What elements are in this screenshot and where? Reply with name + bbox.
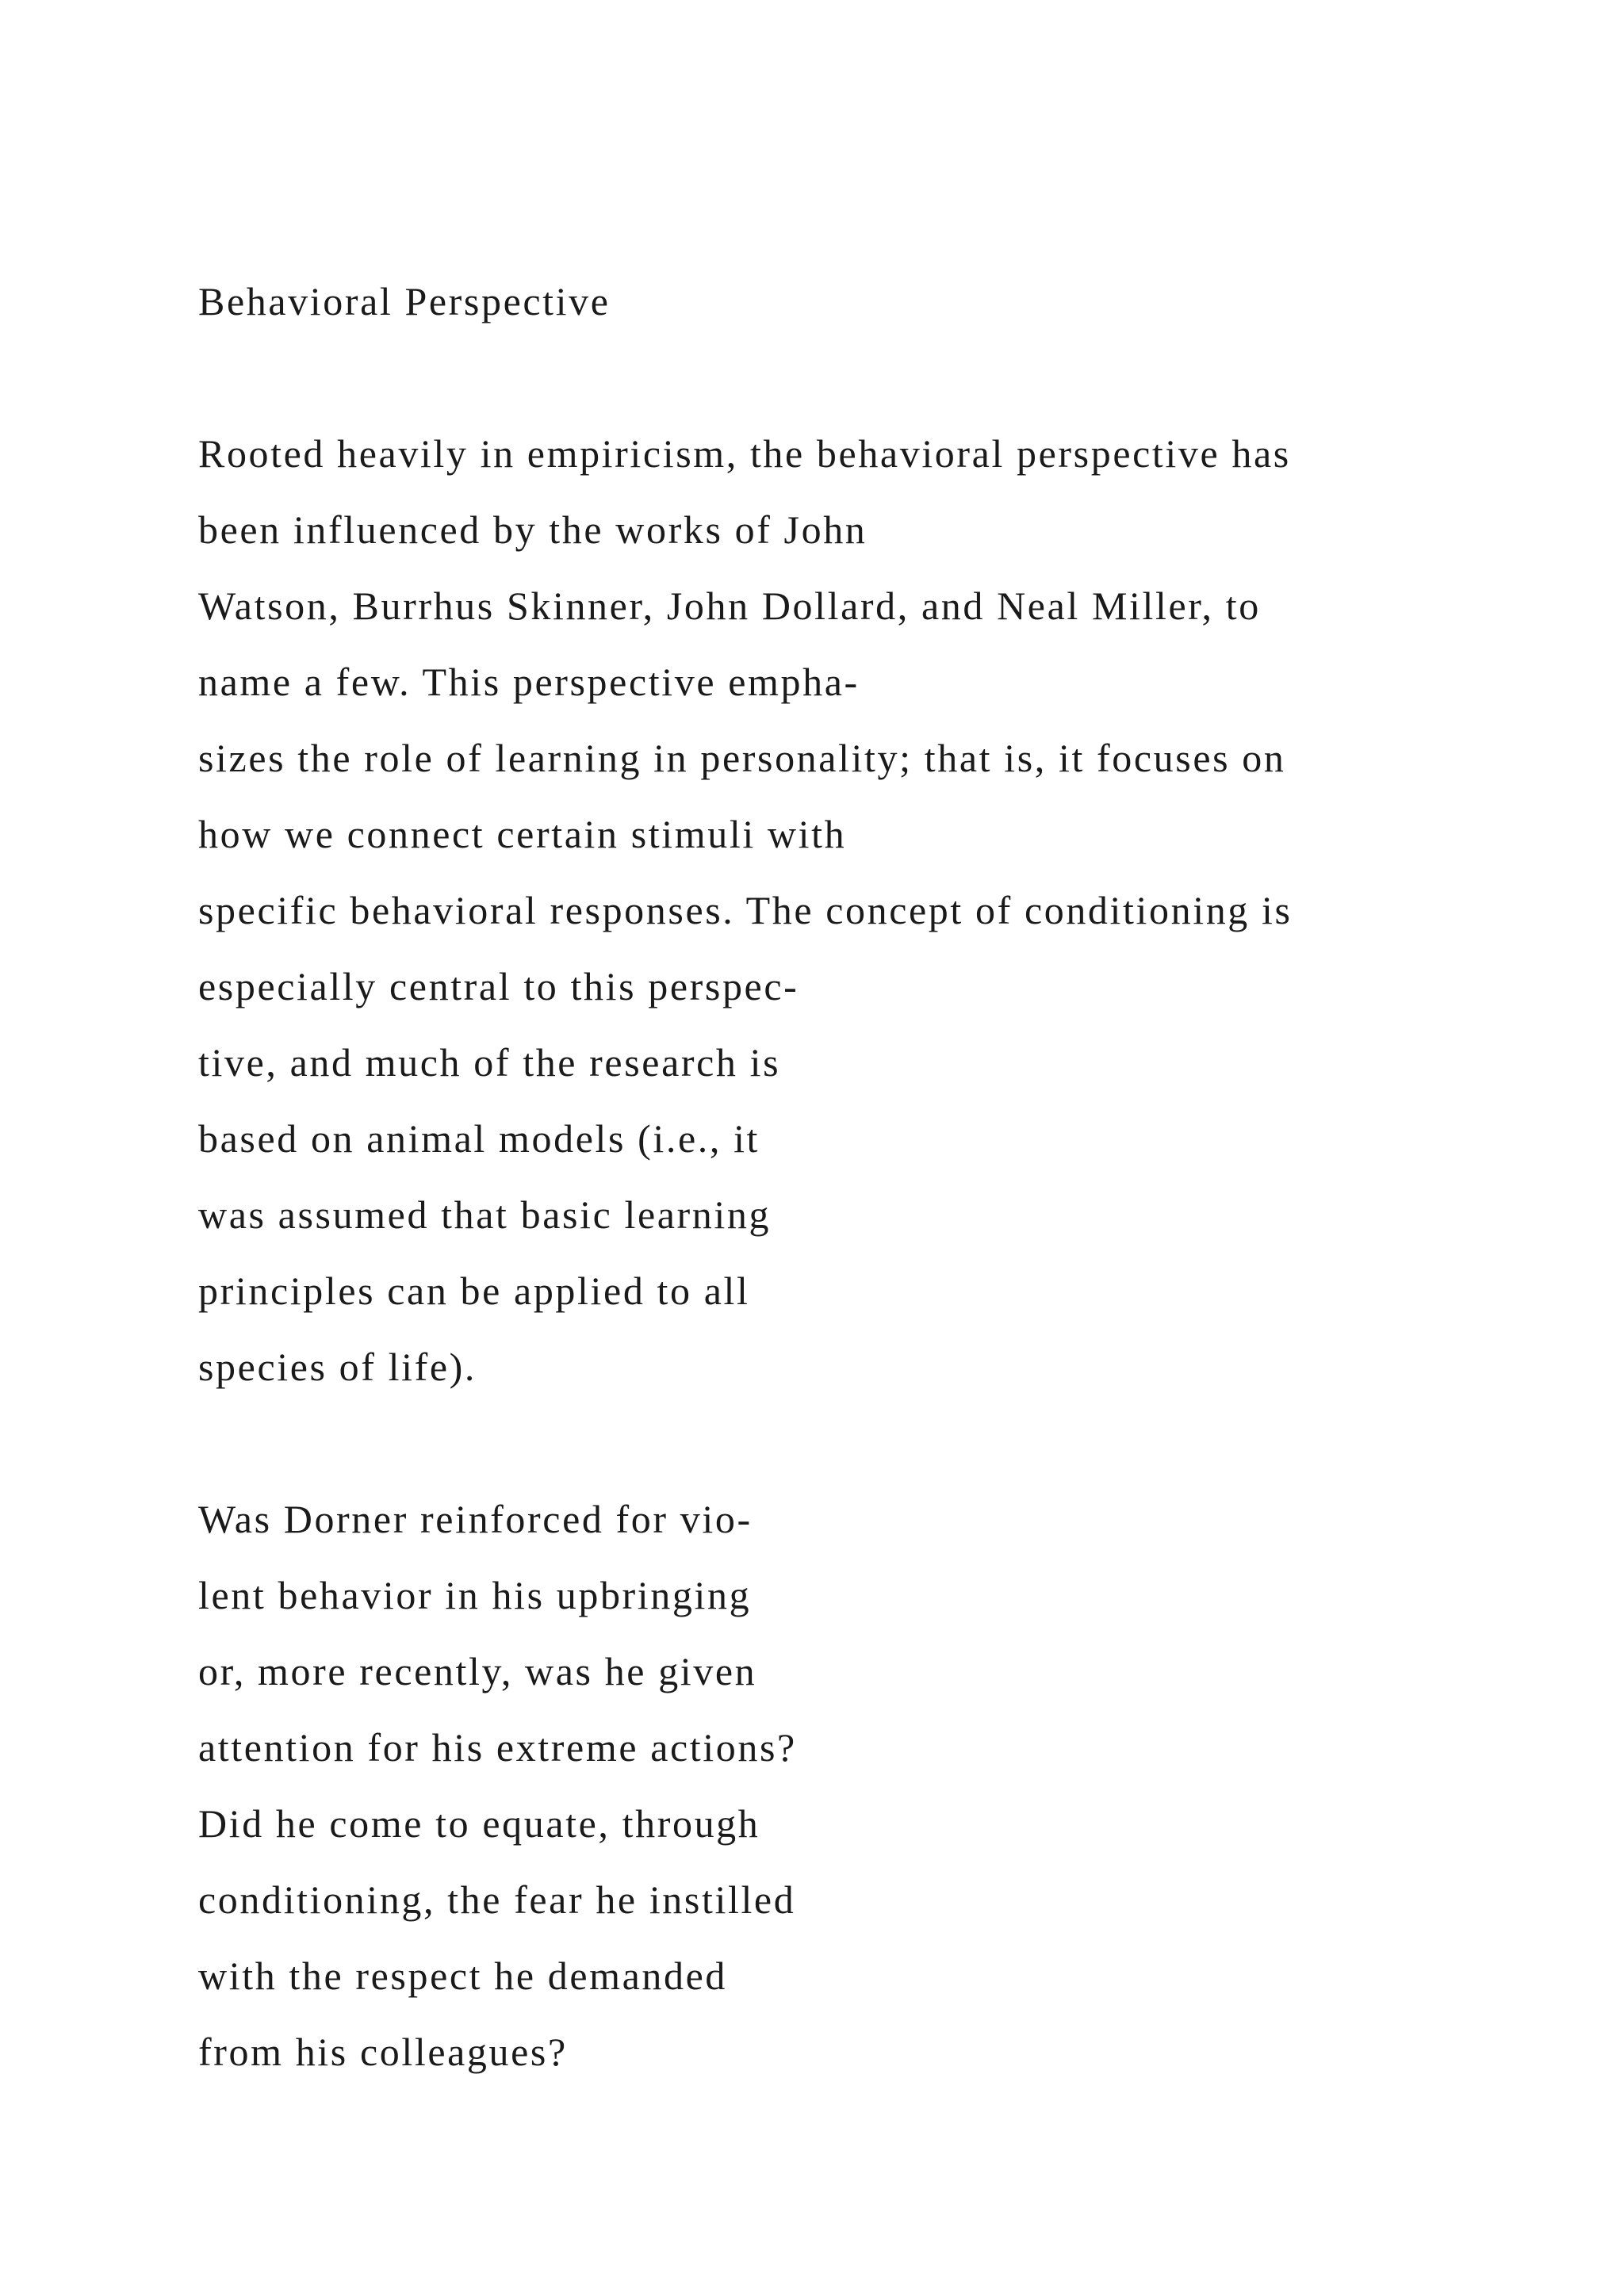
text-line: lent behavior in his upbringing (198, 1573, 752, 1617)
text-line: been influenced by the works of John (198, 507, 868, 552)
text-line: conditioning, the fear he instilled (198, 1877, 796, 1922)
text-line: how we connect certain stimuli with (198, 812, 847, 856)
section-heading (198, 263, 1499, 339)
text-line: Was Dorner reinforced for vio- (198, 1497, 753, 1541)
text-line: was assumed that basic learning (198, 1192, 772, 1237)
text-line: Rooted heavily in empiricism, the behavioral perspective has (198, 431, 1291, 476)
text-line: from his colleagues? (198, 2030, 568, 2074)
text-line: tive, and much of the research is (198, 1040, 781, 1085)
heading-line: Behavioral Perspective (198, 279, 611, 323)
text-line: based on animal models (i.e., it (198, 1116, 760, 1161)
text-line: Watson, Burrhus Skinner, John Dollard, and Neal Miller, to (198, 584, 1261, 628)
text-line: specific behavioral responses. The concept of conditioning is (198, 888, 1293, 932)
text-line: attention for his extreme actions? (198, 1725, 797, 1770)
text-line: species of life). (198, 1345, 477, 1389)
text-line: name a few. This perspective empha- (198, 660, 860, 704)
text-line: sizes the role of learning in personality; that is, it focuses on (198, 736, 1286, 780)
paragraph-dorner-questions (198, 1481, 1499, 2090)
text-line: with the respect he demanded (198, 1954, 728, 1998)
text-line: or, more recently, was he given (198, 1649, 757, 1693)
text-line: especially central to this perspec- (198, 964, 799, 1008)
paragraph-behavioral-perspective (198, 415, 1499, 1405)
text-line: Did he come to equate, through (198, 1801, 760, 1846)
text-line: principles can be applied to all (198, 1269, 750, 1313)
